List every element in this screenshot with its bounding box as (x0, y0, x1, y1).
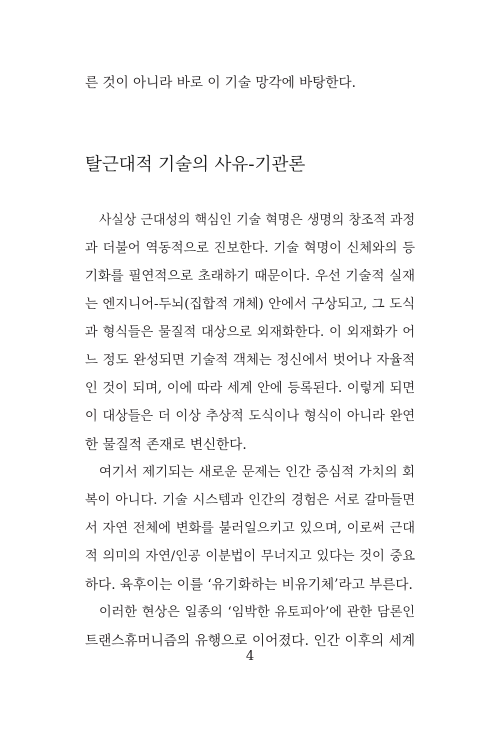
text-line: 이 대상들은 더 이상 추상적 도식이나 형식이 아니라 완연 (85, 409, 415, 424)
text-line: 적 의미의 자연/인공 이분법이 무너지고 있다는 것이 중요 (85, 549, 415, 564)
continued-text-line: 른 것이 아니라 바로 이 기술 망각에 바탕한다. (85, 75, 356, 91)
text-line: 하다. 육후이는 이를 ‘유기화하는 비유기체’라고 부른다. (85, 577, 413, 593)
text-line: 느 정도 완성되면 기술적 객체는 정신에서 벗어나 자율적 (85, 353, 415, 368)
text-line: 한 물질적 존재로 변신한다. (85, 437, 247, 453)
text-line: 서 자연 전체에 변화를 불러일으키고 있으며, 이로써 근대 (85, 521, 415, 536)
paragraph (85, 599, 415, 655)
text-line: 트랜스휴머니즘의 유행으로 이어졌다. 인간 이후의 세계 (85, 633, 415, 649)
paragraph (85, 459, 415, 599)
body-text (85, 207, 415, 655)
text-line: 는 엔지니어-두뇌(집합적 개체) 안에서 구상되고, 그 도식 (85, 297, 415, 312)
text-line: 이러한 현상은 일종의 ‘임박한 유토피아’에 관한 담론인 (99, 605, 415, 620)
text-line: 기화를 필연적으로 초래하기 때문이다. 우선 기술적 실재 (85, 269, 415, 284)
section-heading: 탈근대적 기술의 사유-기관론 (85, 155, 306, 175)
text-line: 복이 아니다. 기술 시스템과 인간의 경험은 서로 갈마들면 (85, 493, 415, 508)
paragraph (85, 207, 415, 459)
text-line: 사실상 근대성의 핵심인 기술 혁명은 생명의 창조적 과정 (99, 213, 415, 228)
text-line: 여기서 제기되는 새로운 문제는 인간 중심적 가치의 회 (99, 465, 415, 480)
page-number: 4 (245, 649, 255, 664)
text-line: 인 것이 되며, 이에 따라 세계 안에 등록된다. 이렇게 되면 (85, 381, 415, 396)
text-line: 과 형식들은 물질적 대상으로 외재화한다. 이 외재화가 어 (85, 325, 415, 340)
text-line: 과 더불어 역동적으로 진보한다. 기술 혁명이 신체와의 등 (85, 241, 415, 256)
